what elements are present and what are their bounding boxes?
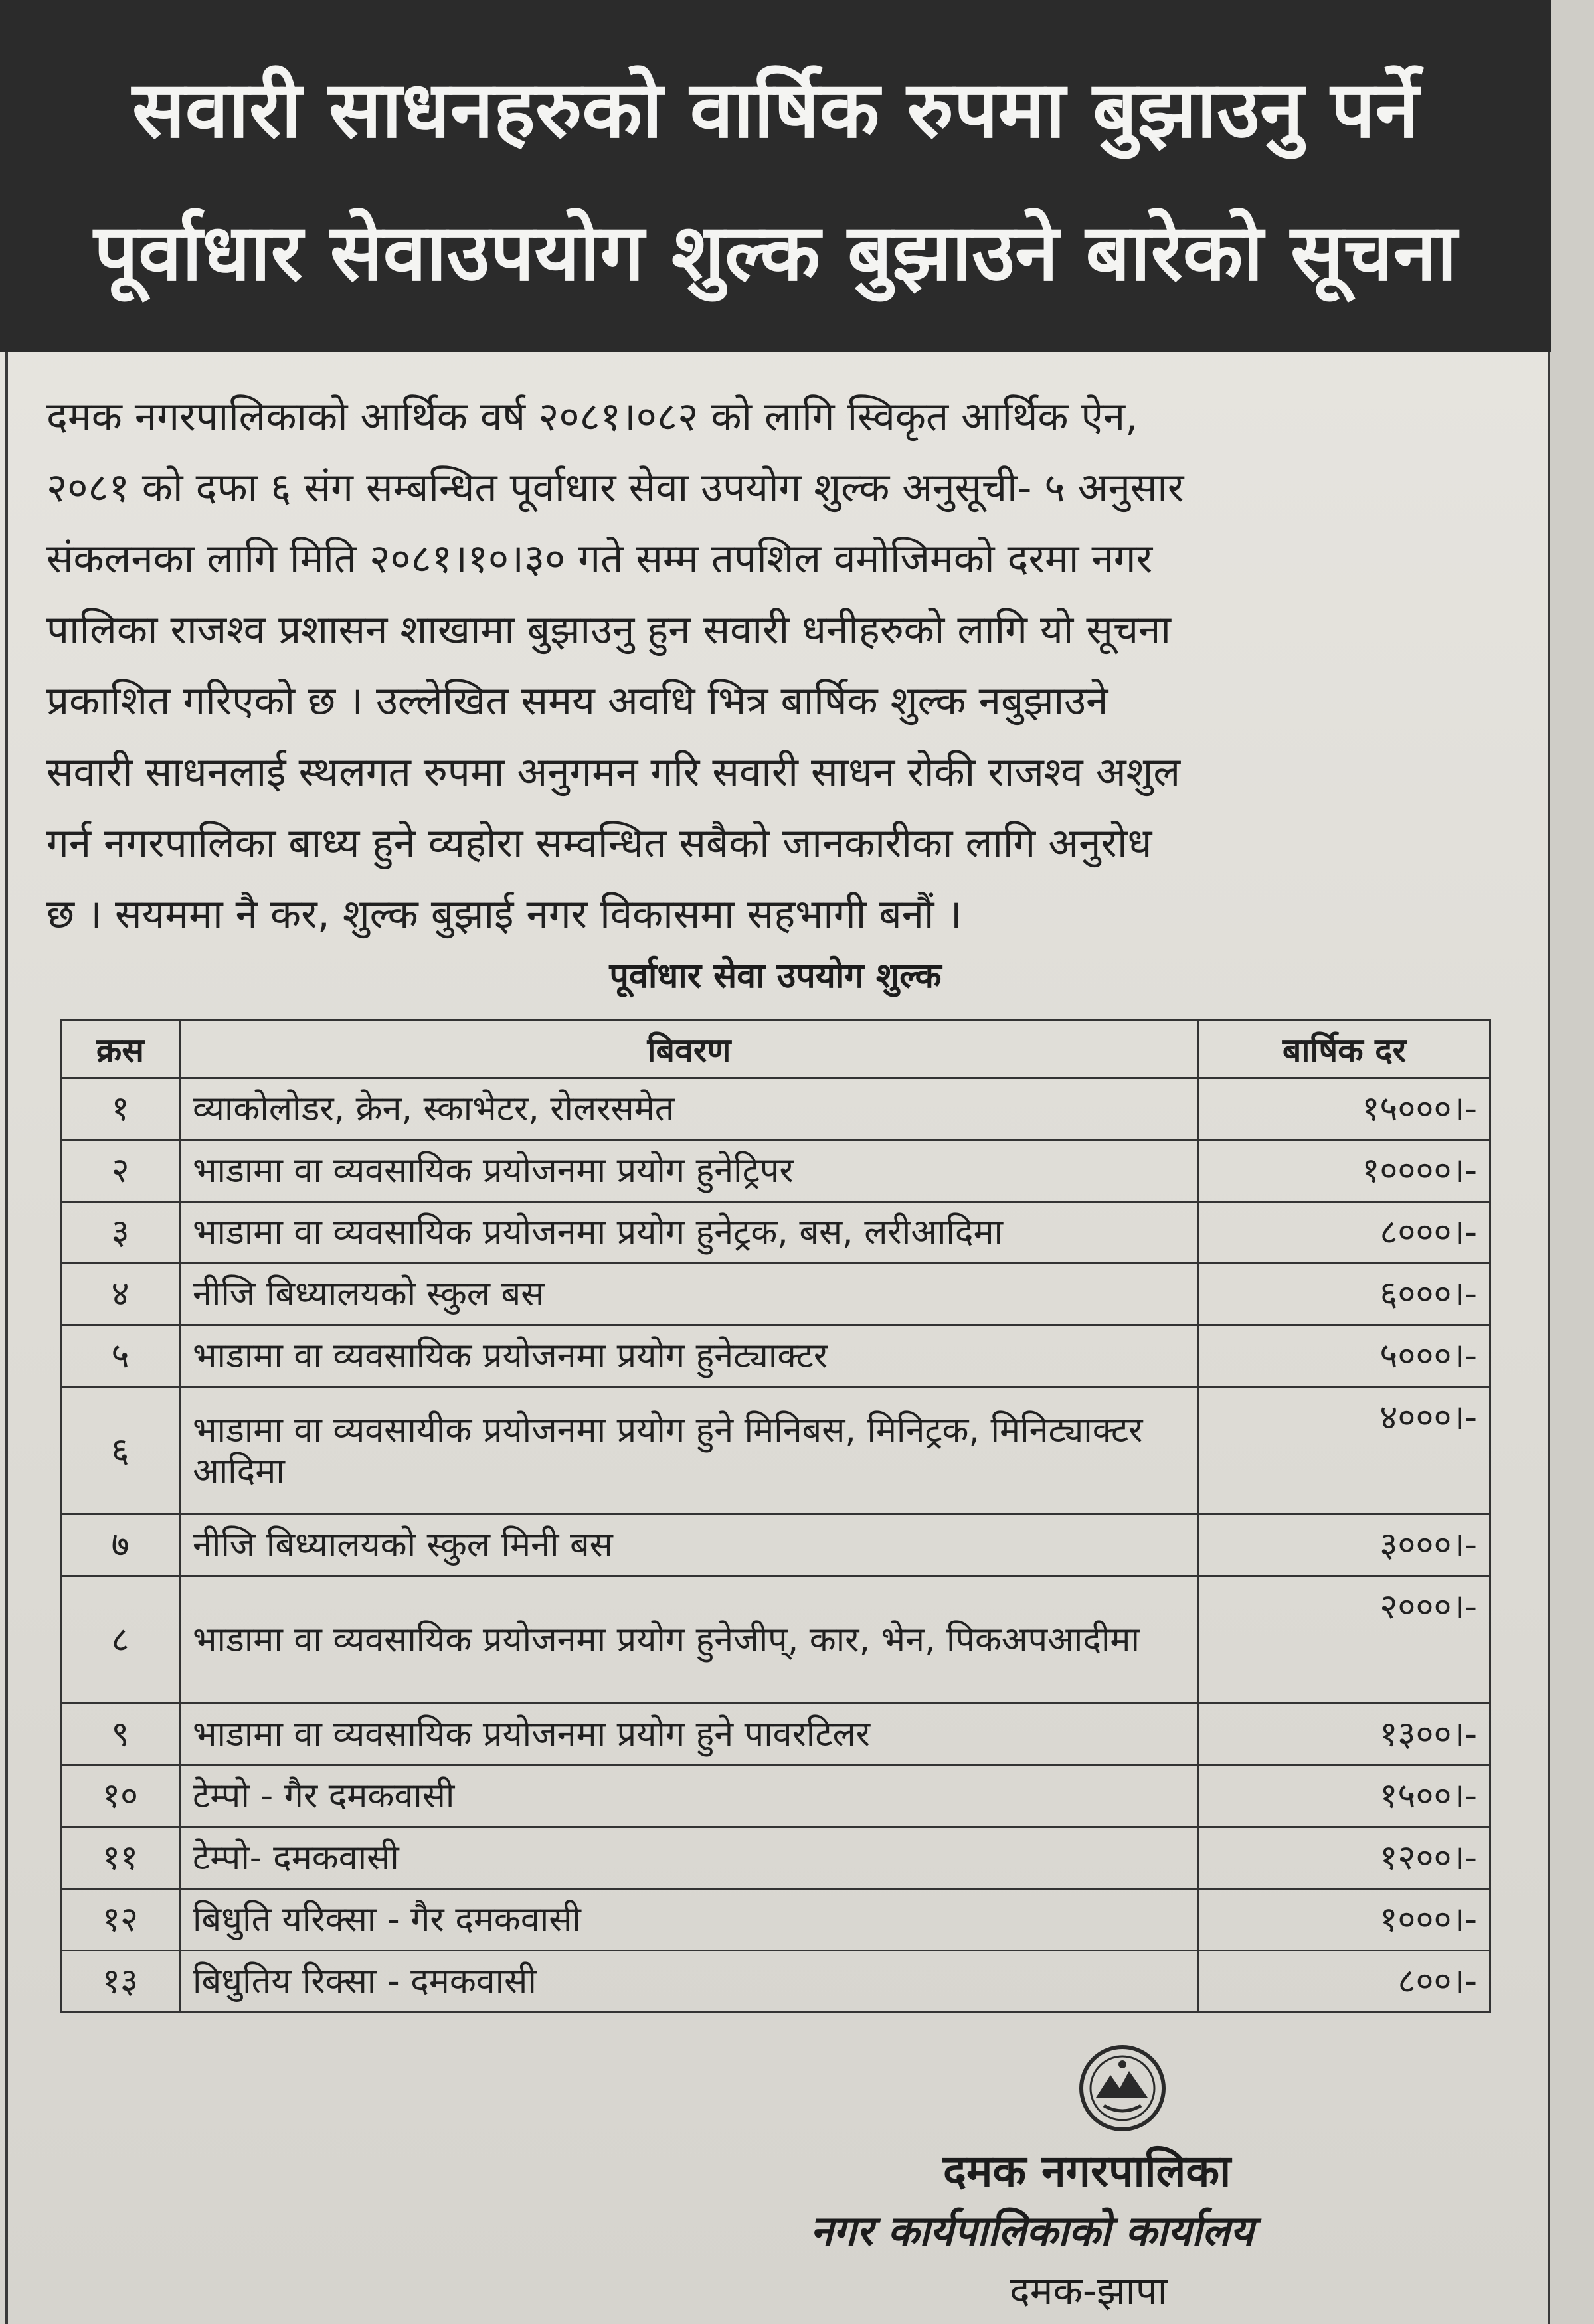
table-heading: पूर्वाधार सेवा उपयोग शुल्क [609,956,942,996]
row-description: भाडामा वा व्यवसायिक प्रयोजनमा प्रयोग हुनेट्रक, बस, लरीआदिमा [180,1202,1199,1264]
table-row [61,1951,1490,2013]
notice-body [46,382,1521,950]
row-rate: १५०००।- [1199,1078,1490,1140]
row-rate: १५००।- [1199,1766,1490,1827]
notice-title-line-1: सवारी साधनहरुको वार्षिक रुपमा बुझाउनु पर्ने [132,64,1419,155]
row-rate: २०००।- [1199,1576,1490,1704]
row-number: ४ [61,1264,180,1325]
table-row [61,1704,1490,1766]
row-description: टेम्पो - गैर दमकवासी [180,1766,1199,1827]
row-description: भाडामा वा व्यवसायिक प्रयोजनमा प्रयोग हुनेट्रिपर [180,1140,1199,1202]
table-row [61,1140,1490,1202]
row-rate: ४०००।- [1199,1387,1490,1515]
row-description: व्याकोलोडर, क्रेन, स्काभेटर, रोलरसमेत [180,1078,1199,1140]
row-rate: ६०००।- [1199,1264,1490,1325]
row-number: १० [61,1766,180,1827]
notice-line: २०८१ को दफा ६ संग सम्बन्धित पूर्वाधार सेवा उपयोग शुल्क अनुसूची- ५ अनुसार [46,465,1184,511]
table-row [61,1078,1490,1140]
row-rate: ८०००।- [1199,1202,1490,1264]
table-row [61,1202,1490,1264]
row-description: भाडामा वा व्यवसायिक प्रयोजनमा प्रयोग हुने पावरटिलर [180,1704,1199,1766]
row-rate: १२००।- [1199,1827,1490,1889]
row-description: बिधुतिय रिक्सा - दमकवासी [180,1951,1199,2013]
notice-line: गर्न नगरपालिका बाध्य हुने व्यहोरा सम्वन्धित सबैको जानकारीका लागि अनुरोध [46,820,1152,867]
notice-line: छ । सयममा नै कर, शुल्क बुझाई नगर विकासमा सहभागी बनौं । [46,891,962,938]
row-number: ५ [61,1325,180,1387]
issuer-name: दमक नगरपालिका [943,2145,1231,2197]
row-number: ११ [61,1827,180,1889]
table-header-row [61,1021,1490,1078]
table-row [61,1387,1490,1515]
issuer-office: नगर कार्यपालिकाको कार्यालय [810,2206,1254,2255]
fee-table [60,1019,1491,2013]
notice-line: दमक नगरपालिकाको आर्थिक वर्ष २०८१।०८२ को लागि स्विकृत आर्थिक ऐन, [46,394,1138,440]
row-description: टेम्पो- दमकवासी [180,1827,1199,1889]
notice-line: सवारी साधनलाई स्थलगत रुपमा अनुगमन गरि सवारी साधन रोकी राजश्व अशुल [46,749,1181,795]
row-rate: ५०००।- [1199,1325,1490,1387]
row-description: नीजि बिध्यालयको स्कुल मिनी बस [180,1515,1199,1576]
government-emblem-icon [1076,2042,1169,2135]
table-row [61,1325,1490,1387]
row-description: भाडामा वा व्यवसायिक प्रयोजनमा प्रयोग हुनेट्याक्टर [180,1325,1199,1387]
column-header-rate: बार्षिक दर [1199,1021,1490,1078]
row-number: १३ [61,1951,180,2013]
row-rate: ८००।- [1199,1951,1490,2013]
row-number: ९ [61,1704,180,1766]
row-rate: ३०००।- [1199,1515,1490,1576]
background-strip [1550,0,1594,2324]
table-row [61,1889,1490,1951]
row-number: ८ [61,1576,180,1704]
table-row [61,1264,1490,1325]
row-rate: १३००।- [1199,1704,1490,1766]
row-number: ३ [61,1202,180,1264]
table-row [61,1766,1490,1827]
table-row [61,1827,1490,1889]
row-rate: १०००।- [1199,1889,1490,1951]
table-row [61,1515,1490,1576]
row-description: बिधुति यरिक्सा - गैर दमकवासी [180,1889,1199,1951]
row-number: १२ [61,1889,180,1951]
notice-line: पालिका राजश्व प्रशासन शाखामा बुझाउनु हुन सवारी धनीहरुको लागि यो सूचना [46,607,1171,653]
row-number: ७ [61,1515,180,1576]
issuer-location: दमक-झापा [1010,2268,1168,2313]
row-description: भाडामा वा व्यवसायिक प्रयोजनमा प्रयोग हुनेजीप्, कार, भेन, पिकअपआदीमा [180,1576,1199,1704]
notice-title-line-2: पूर्वाधार सेवाउपयोग शुल्क बुझाउने बारेको सूचना [94,207,1457,298]
notice-line: संकलनका लागि मिति २०८१।१०।३० गते सम्म तपशिल वमोजिमको दरमा नगर [46,536,1153,582]
column-header-description: बिवरण [180,1021,1199,1078]
row-description: भाडामा वा व्यवसायीक प्रयोजनमा प्रयोग हुने मिनिबस, मिनिट्रक, मिनिट्याक्टर आदिमा [180,1387,1199,1515]
header-banner [0,0,1551,352]
row-number: २ [61,1140,180,1202]
row-rate: १००००।- [1199,1140,1490,1202]
row-number: १ [61,1078,180,1140]
row-description: नीजि बिध्यालयको स्कुल बस [180,1264,1199,1325]
table-row [61,1576,1490,1704]
notice-line: प्रकाशित गरिएको छ । उल्लेखित समय अवधि भित्र बार्षिक शुल्क नबुझाउने [46,678,1108,724]
row-number: ६ [61,1387,180,1515]
column-header-number: क्रस [61,1021,180,1078]
